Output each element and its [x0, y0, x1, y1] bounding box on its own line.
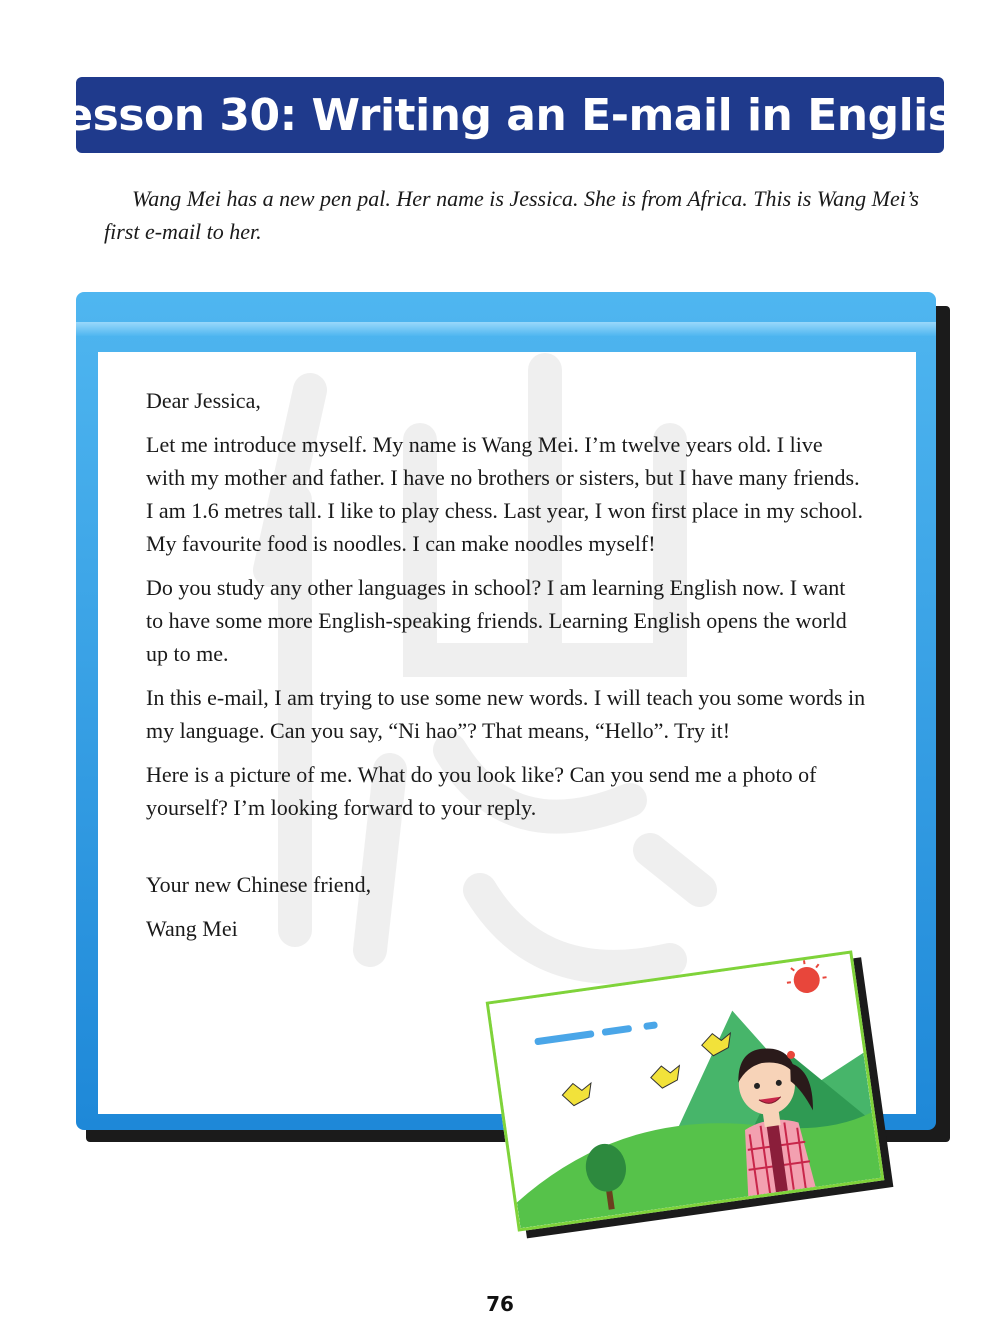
photo-of-wang-mei — [486, 950, 885, 1231]
letter-greeting: Dear Jessica, — [146, 388, 261, 413]
page-number: 76 — [486, 1292, 514, 1316]
lesson-title: Lesson 30: Writing an E-mail in English — [35, 89, 985, 141]
letter-signature: Wang Mei — [146, 916, 238, 941]
lesson-title-bar — [35, 77, 985, 153]
intro-text: Wang Mei has a new pen pal. Her name is Jessica. She is from Africa. This is Wang Mei’s first e-mail to her. — [104, 186, 919, 244]
letter-paragraph: In this e-mail, I am trying to use some new words. I will teach you some words in my language. Can you say, “Ni hao”? That means, “Hello”. Try it! — [146, 685, 866, 743]
letter-paragraph: Let me introduce myself. My name is Wang Mei. I’m twelve years old. I live with my mother and father. I have no brothers or sisters, but I have many friends. I am 1.6 metres tall. I like to play chess. Last year, I won first place in my school. My favourite food is noodles. I can make noodles myself! — [146, 432, 863, 556]
girl-illustration — [489, 954, 881, 1228]
letter-paragraph: Here is a picture of me. What do you look like? Can you send me a photo of yourself? I’m looking forward to your reply. — [146, 762, 817, 820]
frame-highlight — [76, 322, 936, 336]
email-letter — [146, 384, 866, 956]
letter-paragraph: Do you study any other languages in school? I am learning English now. I want to have some more English-speaking friends. Learning English opens the world up to me. — [146, 575, 847, 666]
letter-closing: Your new Chinese friend, — [146, 872, 372, 897]
